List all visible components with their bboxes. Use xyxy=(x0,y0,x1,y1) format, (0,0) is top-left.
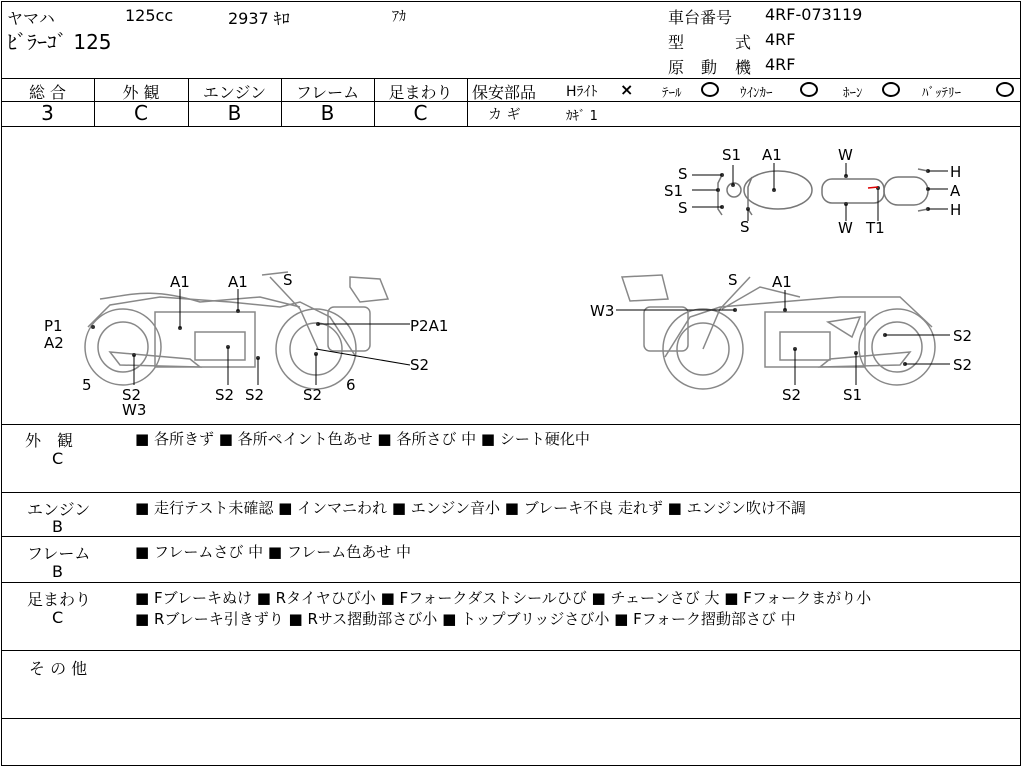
section-line xyxy=(1,492,1021,493)
winker-label: ｳｲﾝｶｰ xyxy=(740,86,773,101)
grade-value-suspension: C xyxy=(413,101,428,125)
section-line xyxy=(1,582,1021,583)
maker-text: ヤマハ xyxy=(7,9,55,28)
mileage-text: 2937 ｷﾛ xyxy=(228,9,290,28)
svg-text:S2: S2 xyxy=(782,386,802,404)
svg-text:S2: S2 xyxy=(953,327,973,345)
grade-value-exterior: C xyxy=(134,101,148,125)
grade-value-engine: B xyxy=(227,101,242,125)
svg-text:S2: S2 xyxy=(215,386,235,404)
horn-ok-icon xyxy=(882,82,900,97)
engine-label-1: 原 xyxy=(668,58,685,77)
svg-text:A1: A1 xyxy=(762,146,782,164)
svg-text:S: S xyxy=(283,271,293,289)
svg-text:S: S xyxy=(728,271,738,289)
frame-no-label: 車台番号 xyxy=(668,8,733,27)
svg-text:S1: S1 xyxy=(722,146,742,164)
svg-text:H: H xyxy=(950,201,962,219)
svg-text:W: W xyxy=(838,219,853,237)
section-label-engine: エンジン xyxy=(27,500,91,519)
tail-label: ﾃｰﾙ xyxy=(662,86,682,101)
svg-text:S1: S1 xyxy=(843,386,863,404)
svg-text:A1: A1 xyxy=(228,273,248,291)
color-text: ｱｶ xyxy=(392,9,406,25)
key-value: ｶｷﾞ 1 xyxy=(566,109,598,124)
grade-value-frame: B xyxy=(320,101,335,125)
svg-text:S1: S1 xyxy=(664,182,684,200)
section-label-suspension: 足まわり xyxy=(27,590,92,609)
svg-text:A2: A2 xyxy=(44,334,64,352)
svg-text:6: 6 xyxy=(346,376,356,394)
svg-text:P1: P1 xyxy=(44,317,63,335)
key-label: カ ギ xyxy=(488,107,521,123)
section-line xyxy=(1,718,1021,719)
section-text-frame: ■ フレームさび 中 ■ フレーム色あせ 中 xyxy=(135,543,411,561)
section-grade-suspension: C xyxy=(52,608,64,627)
svg-text:S: S xyxy=(740,218,750,236)
grade-top-line xyxy=(1,78,1021,79)
damage-diagram xyxy=(0,127,1022,423)
svg-text:W: W xyxy=(838,146,853,164)
svg-text:A: A xyxy=(950,182,961,200)
svg-text:S2: S2 xyxy=(303,386,323,404)
section-grade-frame: B xyxy=(52,562,63,581)
svg-text:S2: S2 xyxy=(122,386,142,404)
svg-text:S2: S2 xyxy=(245,386,265,404)
grade-header-suspension: 足まわり xyxy=(388,83,453,102)
displacement-text: 125cc xyxy=(125,6,174,25)
grade-header-exterior: 外 観 xyxy=(122,83,160,102)
svg-text:P2A1: P2A1 xyxy=(410,317,449,335)
engine-label-2: 動 xyxy=(701,58,718,77)
svg-text:S: S xyxy=(678,199,688,217)
grade-value-total: 3 xyxy=(41,101,54,125)
model-name: ﾋﾞﾗｰｺﾞ 125 xyxy=(7,30,112,54)
tail-ok-icon xyxy=(701,82,719,97)
section-text-suspension-1: ■ Fブレーキぬけ ■ Rタイヤひび小 ■ Fフォークダストシールひび ■ チェーンさび 大 ■ Fフォークまがり小 xyxy=(135,589,872,607)
section-label-exterior: 外 観 xyxy=(25,431,74,450)
headlight-status: × xyxy=(620,80,634,99)
section-grade-engine: B xyxy=(52,517,63,536)
section-label-other: そ の 他 xyxy=(29,659,88,678)
section-line xyxy=(1,650,1021,651)
safety-label: 保安部品 xyxy=(472,83,537,102)
svg-text:5: 5 xyxy=(82,376,92,394)
frame-no-value: 4RF-073119 xyxy=(765,5,863,24)
svg-text:S: S xyxy=(678,165,688,183)
battery-ok-icon xyxy=(996,82,1014,97)
section-line xyxy=(1,424,1021,425)
svg-text:S2: S2 xyxy=(953,356,973,374)
type-value: 4RF xyxy=(765,30,796,49)
grade-divider xyxy=(467,78,468,126)
engine-value: 4RF xyxy=(765,55,796,74)
horn-label: ﾎｰﾝ xyxy=(843,86,863,101)
section-text-exterior: ■ 各所きず ■ 各所ペイント色あせ ■ 各所さび 中 ■ シート硬化中 xyxy=(135,430,590,448)
section-line xyxy=(1,536,1021,537)
svg-text:W3: W3 xyxy=(590,302,615,320)
section-grade-exterior: C xyxy=(52,449,64,468)
svg-text:S2: S2 xyxy=(410,356,430,374)
headlight-label: Hﾗｲﾄ xyxy=(566,84,598,100)
svg-text:H: H xyxy=(950,163,962,181)
svg-text:A1: A1 xyxy=(772,273,792,291)
svg-text:W3: W3 xyxy=(122,401,147,419)
battery-label: ﾊﾞｯﾃﾘｰ xyxy=(922,86,961,101)
section-text-engine: ■ 走行テスト未確認 ■ インマニわれ ■ エンジン音小 ■ ブレーキ不良 走れず ■ エンジン吹け不調 xyxy=(135,499,806,517)
grade-header-engine: エンジン xyxy=(202,83,267,102)
svg-text:T1: T1 xyxy=(866,219,885,237)
section-text-suspension-2: ■ Rブレーキ引きずり ■ Rサス摺動部さび小 ■ トップブリッジさび小 ■ Fフォーク摺動部さび 中 xyxy=(135,610,796,628)
safety-mid-line xyxy=(467,101,1021,102)
svg-text:A1: A1 xyxy=(170,273,190,291)
right-view-bike xyxy=(622,275,935,389)
grade-header-total: 総 合 xyxy=(28,83,67,102)
type-label-1: 型 xyxy=(668,33,685,52)
type-label-2: 式 xyxy=(735,33,752,52)
engine-label-3: 機 xyxy=(735,58,752,77)
winker-ok-icon xyxy=(800,82,818,97)
grade-header-frame: フレーム xyxy=(295,83,360,102)
section-label-frame: フレーム xyxy=(27,544,91,563)
